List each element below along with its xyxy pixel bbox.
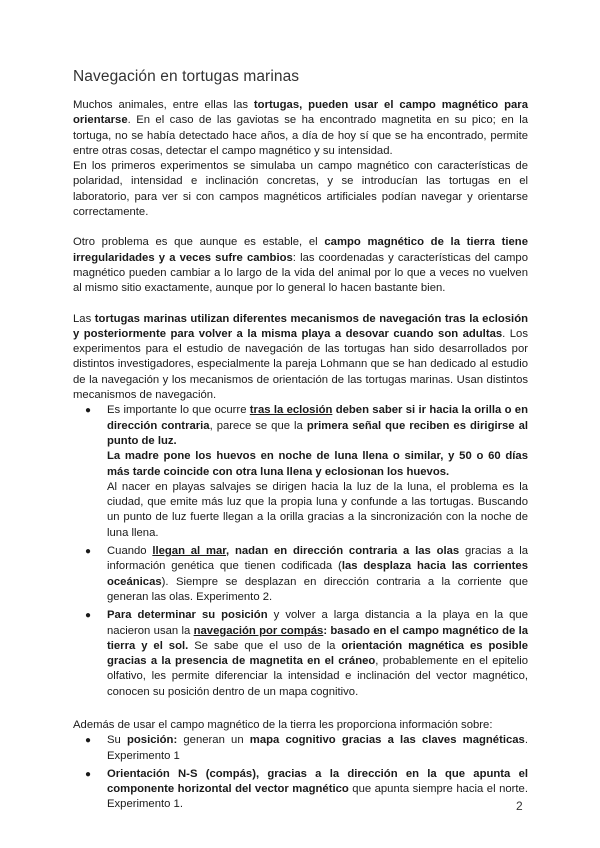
text-span: que apunta siempre hacia el norte. Experimento 1. (107, 783, 528, 811)
underlined-span: tras la eclosión (249, 404, 333, 417)
text-span: Muchos animales, entre ellas las (73, 99, 254, 111)
text-span: Cuando (107, 545, 153, 558)
paragraph-experiments: En los primeros experimentos se simulaba un campo magnético con características de polaridad, intensidad e inclinación concretas, y se introducían las tortugas en el laboratorio, para ver si con campos magnéticos artificiales podían navegar y orientarse correctamente. (73, 160, 528, 219)
bullet-icon: ● (85, 735, 92, 747)
bold-span: deben saber si ir hacia la orilla o en dirección contraria (107, 404, 528, 432)
bold-span: mapa cognitivo gracias a las claves magnéticas (249, 734, 525, 747)
mechanisms-list (73, 403, 528, 700)
text-span: , probablemente en el epitelio olfativo, les permite diferenciar la intensidad e inclinación del vector magnético, conocen su posición dentro de un mapa cognitivo. (107, 655, 528, 698)
information-list (73, 733, 528, 812)
text-span: generan un (177, 734, 250, 747)
paragraph-intro (73, 98, 528, 159)
bold-span: Orientación N-S (compás), gracias a la dirección en la que apunta el componente horizontal del vector magnético (107, 767, 528, 796)
paragraph-mechanisms (73, 312, 528, 404)
list-item (85, 733, 528, 764)
text-span: Al nacer en playas salvajes se dirigen hacia la luz de la luna, el problema es la ciudad, que emite más luz que la propia luna y confunde a las tortugas. Buscando un punto de luz fuerte llegan a la orilla gracias a la sincronización con la noche de luna llena. (107, 480, 528, 539)
underlined-span: llegan al mar (152, 545, 227, 558)
bold-span: orientación magnética es posible gracias a la presencia de magnetita en el cráneo (107, 639, 529, 668)
bold-span: La madre pone los huevos en noche de luna llena o similar, y 50 o 60 días más tarde coincide con otra luna llena y eclosionan los huevos. (107, 450, 528, 478)
text-span: . Los experimentos para el estudio de navegación de las tortugas han sido desarrollados por distintos investigadores, especialmente la pareja Lohmann que se han dedicado al estudio de la navegación y los mecanismos de orientación de las tortugas marinas. Usan distintos mecanismos de navegación. (73, 327, 528, 402)
text-span: ). Siempre se desplazan en dirección contraria a la corriente que generan las olas. Experimento 2. (107, 575, 528, 603)
bullet-icon: ● (85, 405, 92, 417)
text-span: Es importante lo que ocurre (107, 404, 250, 417)
list-item (85, 608, 529, 700)
list-item (85, 767, 528, 813)
paragraph-irregularities (73, 235, 528, 296)
text-span: , parece se que la (209, 419, 307, 432)
text-span: Otro problema es que aunque es estable, el (73, 236, 325, 249)
text-span: gracias a la información genética que tienen codificada ( (107, 545, 528, 573)
text-span: . Experimento 1 (107, 734, 528, 762)
text-span: . En el caso de las gaviotas se ha encontrado magnetita en su pico; en la tortuga, no se había detectado hace años, a día de hoy sí que se ha encontrado, permite entre otras cosas, detectar el campo magnético y su intensidad. (73, 114, 528, 157)
bold-span: tortugas, pueden usar el campo magnético para orientarse (73, 99, 528, 127)
bullet-icon: ● (85, 546, 92, 558)
bold-span: Para determinar su posición (107, 609, 268, 622)
bullet-icon: ● (85, 768, 92, 780)
bold-span: campo magnético de la tierra tiene irregularidades y a veces sufre cambios (73, 236, 528, 264)
text-span: Se sabe que el uso de la (188, 639, 342, 652)
bullet-icon: ● (85, 610, 92, 622)
underlined-span: navegación por compás (193, 624, 324, 637)
bold-span: tortugas marinas utilizan diferentes mecanismos de navegación tras la eclosión y posteriormente para volver a la misma playa a desovar cuando son adultas (73, 312, 528, 340)
list-item (85, 403, 528, 541)
text-span: Las (73, 312, 95, 325)
text-span: : las coordenadas y características del campo magnético pueden cambiar a lo largo de la vida del animal por lo que a veces no vuelven al mismo sitio exactamente, aunque por lo general lo hacen bastante bien. (73, 251, 528, 295)
paragraph-additional: Además de usar el campo magnético de la tierra les proporciona información sobre: (73, 718, 493, 731)
text-span: Su (107, 734, 127, 747)
list-item (85, 544, 529, 605)
document-page (73, 68, 528, 816)
page-title: Navegación en tortugas marinas (73, 68, 300, 85)
bold-span: , nadan en dirección contraria a las olas (226, 545, 460, 558)
bold-span: posición: (127, 734, 178, 747)
bold-span: las desplaza hacia las corrientes oceánicas (107, 560, 529, 588)
bold-span: primera señal que reciben es dirigirse al punto de luz. (107, 419, 528, 447)
text-span: y volver a larga distancia a la playa en la que nacieron usan la (107, 609, 528, 637)
page-number: 2 (516, 799, 523, 813)
bold-span: : basado en el campo magnético de la tierra y el sol. (107, 624, 529, 652)
